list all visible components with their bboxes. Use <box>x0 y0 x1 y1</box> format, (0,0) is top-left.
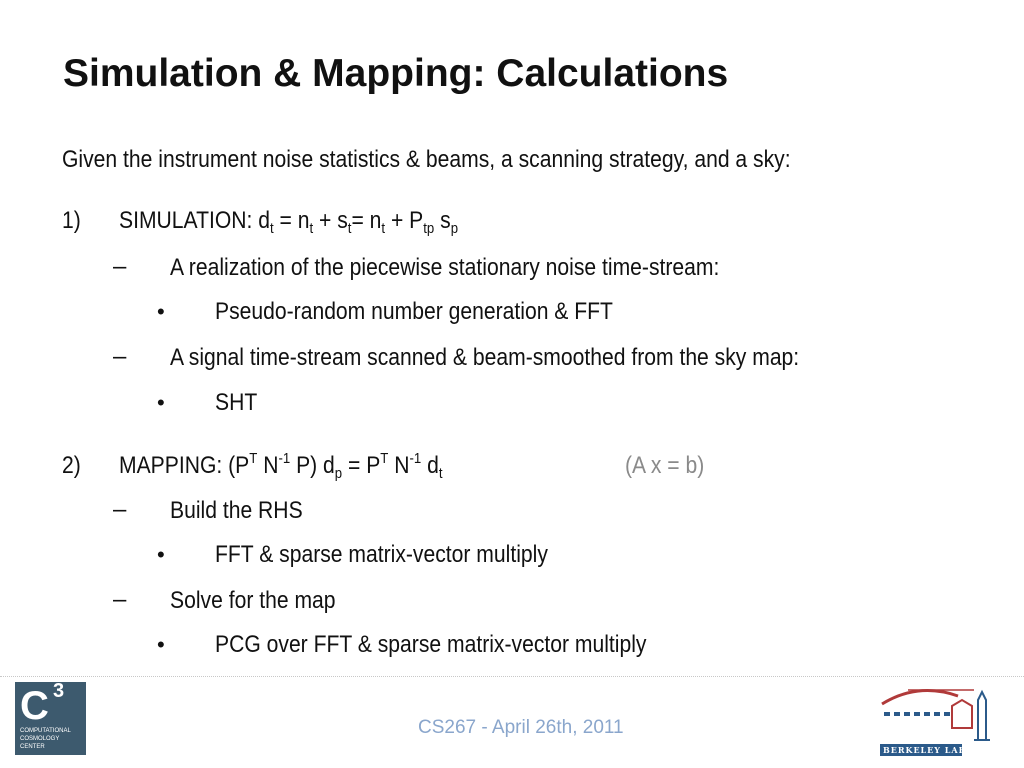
dash-marker: – <box>113 586 127 613</box>
item-1-subpoint-1: A realization of the piecewise stationary noise time-stream: <box>170 254 720 281</box>
dash-marker: – <box>113 253 127 280</box>
item-1-subpoint-2-bullet: SHT <box>215 389 258 416</box>
bullet-marker: • <box>157 299 165 324</box>
item-2-equation: MAPPING: ($P^T$ $N^{-1}$ P) $d_p = P^T$ $N^{-1}$ $d_t$ <box>119 450 443 482</box>
item-2-subpoint-1-bullet: FFT & sparse matrix-vector multiply <box>215 541 548 568</box>
c3-logo-superscript: 3 <box>53 680 65 702</box>
footer-divider <box>0 676 1024 677</box>
item-2-note: (A x = b) <box>625 452 705 479</box>
dash-marker: – <box>113 343 127 370</box>
bullet-marker: • <box>157 632 165 657</box>
footer-date: CS267 - April 26th, 2011 <box>418 717 624 738</box>
dash-marker: – <box>113 496 127 523</box>
item-1-equation: SIMULATION: $d_t = n_t + s_t= n_t + P_{tp}$ $s_p$ <box>119 207 459 237</box>
item-1-subpoint-1-bullet: Pseudo-random number generation & FFT <box>215 298 613 325</box>
item-1-subpoint-2: A signal time-stream scanned & beam-smoothed from the sky map: <box>170 344 800 371</box>
c3-logo-letter: C <box>20 684 49 728</box>
bullet-marker: • <box>157 390 165 415</box>
slide-title: Simulation & Mapping: Calculations <box>63 52 729 95</box>
item-2-subpoint-2: Solve for the map <box>170 587 336 614</box>
bullet-marker: • <box>157 542 165 567</box>
item-2-subpoint-1: Build the RHS <box>170 497 303 524</box>
berkeley-lab-logo <box>878 682 996 758</box>
c3-logo-caption: COMPUTATIONAL COSMOLOGY CENTER <box>20 728 71 750</box>
item-2-subpoint-2-bullet: PCG over FFT & sparse matrix-vector multiply <box>215 631 647 658</box>
item-1-number: 1) <box>62 207 81 234</box>
intro-text: Given the instrument noise statistics & beams, a scanning strategy, and a sky: <box>62 146 791 173</box>
berkeley-lab-label: BERKELEY LAB <box>883 745 967 755</box>
item-2-number: 2) <box>62 452 81 479</box>
c3-logo <box>15 682 86 755</box>
